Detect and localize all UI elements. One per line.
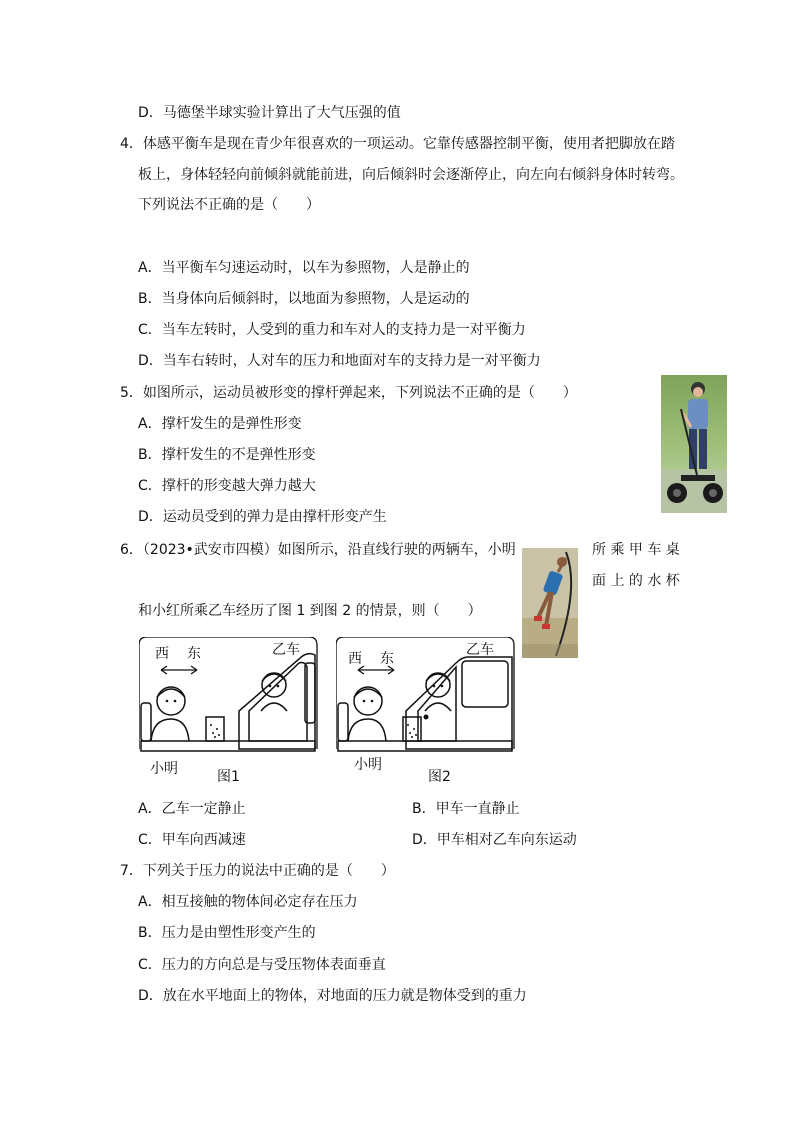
q6-stem-line3: 和小红所乘乙车经历了图 1 到图 2 的情景，则（ ） [138,603,482,619]
q6-option-d: D．甲车相对乙车向东运动 [412,832,577,848]
q4-stem-line2: 板上，身体轻轻向前倾斜就能前进，向后倾斜时会逐渐停止，向左向右倾斜身体时转弯。 [138,167,684,183]
segway-rider-photo [661,375,727,513]
q4-stem-line3: 下列说法不正确的是（ ） [138,197,320,213]
q5-option-d: D．运动员受到的弹力是由撑杆形变产生 [138,509,387,525]
fig1-west-label: 西 [155,646,169,662]
q5-option-b: B．撑杆发生的不是弹性形变 [138,447,316,463]
q5-option-a: A．撑杆发生的是弹性形变 [138,416,302,432]
q4-option-b: B．当身体向后倾斜时，以地面为参照物，人是运动的 [138,291,470,307]
fig2-person-label: 小明 [354,757,382,773]
q6-option-a: A．乙车一定静止 [138,801,246,817]
q7-option-b: B．压力是由塑性形变产生的 [138,925,316,941]
q6-option-b: B．甲车一直静止 [412,801,520,817]
fig2-east-label: 东 [380,651,394,667]
fig1-person-label: 小明 [150,761,178,777]
q3-option-d: D．马德堡半球实验计算出了大气压强的值 [138,105,401,121]
fig1-car-b-label: 乙车 [272,642,300,658]
q5-option-c: C．撑杆的形变越大弹力越大 [138,478,316,494]
q4-stem-line1: 4．体感平衡车是现在青少年很喜欢的一项运动。它靠传感器控制平衡，使用者把脚放在踏 [120,136,675,152]
pole-vault-photo [522,548,578,658]
q7-option-c: C．压力的方向总是与受压物体表面垂直 [138,957,386,973]
q6-stem-line2-right: 面 上 的 水 杯 [592,573,680,589]
q4-option-a: A．当平衡车匀速运动时，以车为参照物，人是静止的 [138,260,470,276]
fig2-west-label: 西 [348,651,362,667]
fig1-east-label: 东 [187,646,201,662]
q7-option-a: A．相互接触的物体间必定存在压力 [138,894,358,910]
q4-option-c: C．当车左转时，人受到的重力和车对人的支持力是一对平衡力 [138,322,526,338]
q5-stem: 5．如图所示，运动员被形变的撑杆弹起来，下列说法不正确的是（ ） [120,385,577,401]
q7-stem: 7．下列关于压力的说法中正确的是（ ） [120,863,395,879]
fig1-caption: 图1 [217,769,240,785]
q6-stem-line1-right: 所 乘 甲 车 桌 [592,542,680,558]
q6-option-c: C．甲车向西减速 [138,832,246,848]
q6-stem-line1: 6．（2023•武安市四模）如图所示，沿直线行驶的两辆车，小明 [120,542,516,558]
fig2-caption: 图2 [428,769,451,785]
q4-option-d: D．当车右转时，人对车的压力和地面对车的支持力是一对平衡力 [138,353,541,369]
fig2-car-b-label: 乙车 [466,642,494,658]
q7-option-d: D．放在水平地面上的物体，对地面的压力就是物体受到的重力 [138,988,527,1004]
